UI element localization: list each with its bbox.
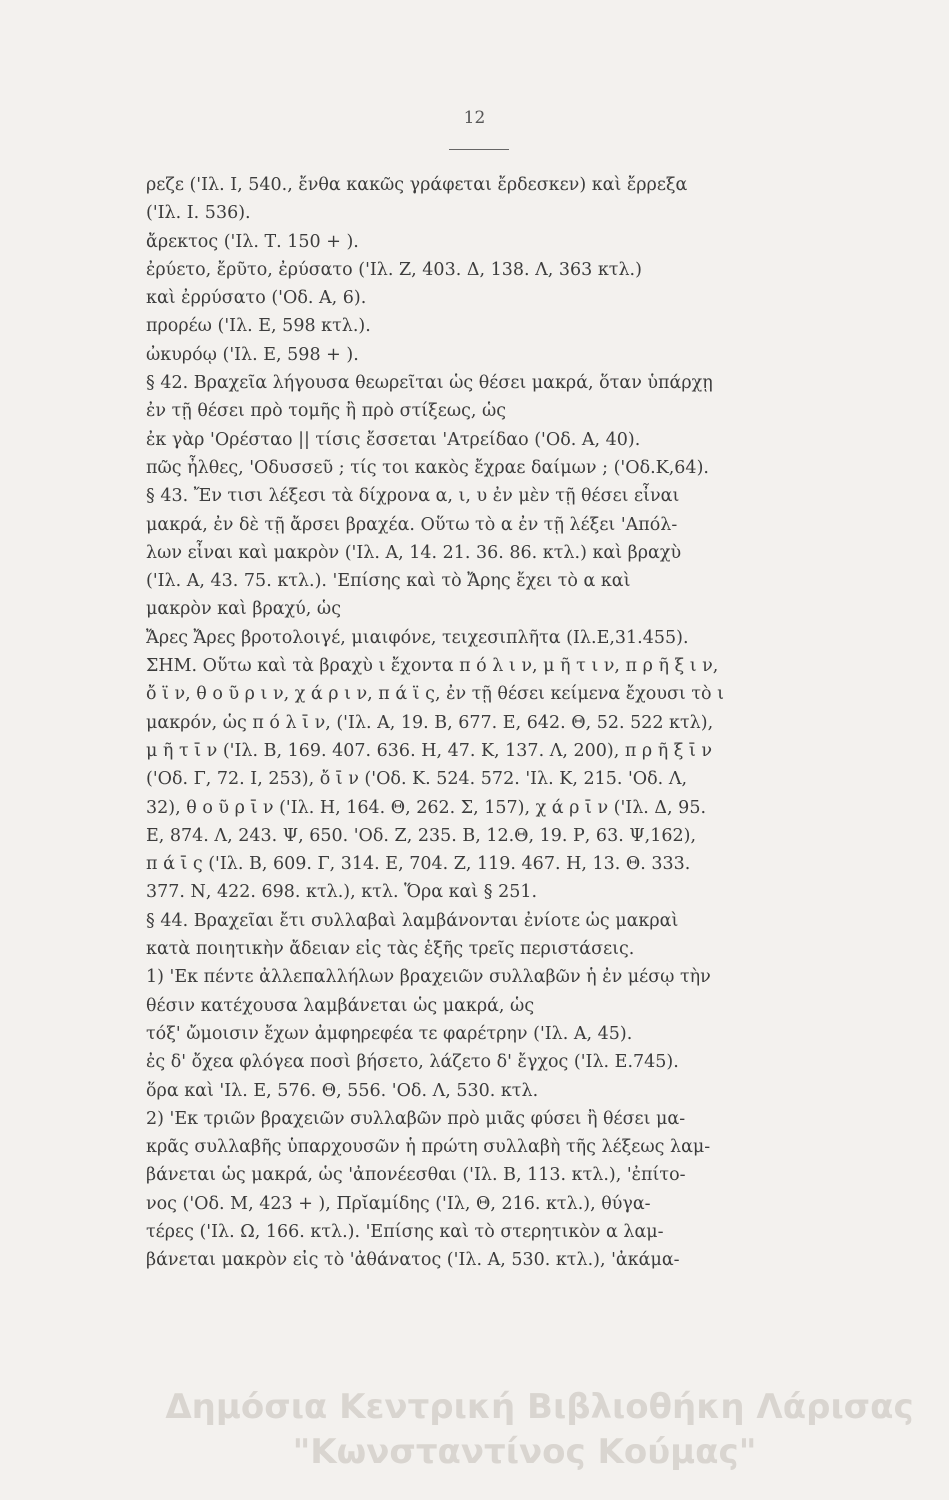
- library-watermark-line-2: "Κωνσταντίνος Κούμας": [292, 1432, 757, 1472]
- text-line: τόξ' ὤμοισιν ἔχων ἀμφηρεφέα τε φαρέτρην ('Ιλ. Α, 45).: [146, 1023, 633, 1044]
- text-line: προρέω ('Ιλ. Ε, 598 κτλ.).: [146, 316, 371, 337]
- text-line: ἄρεκτος ('Ιλ. Τ. 150 + ).: [146, 231, 359, 252]
- text-line: κρᾶς συλλαβῆς ὑπαρχουσῶν ἡ πρώτη συλλαβὴ τῆς λέξεως λαμ-: [146, 1137, 711, 1158]
- text-line: ΣΗΜ. Οὕτω καὶ τὰ βραχὺ ι ἔχοντα π ό λ ι ν, μ ῆ τ ι ν, π ρ ῆ ξ ι ν,: [146, 656, 719, 677]
- text-line: ὄ ϊ ν, θ ο ῦ ρ ι ν, χ ά ρ ι ν, π ά ϊ ς, ἐν τῇ θέσει κείμενα ἔχουσι τὸ ι: [146, 684, 724, 705]
- page-number: 12: [463, 108, 486, 128]
- text-line: μακρόν, ὡς π ό λ ῑ ν, ('Ιλ. Α, 19. Β, 677. Ε, 642. Θ, 52. 522 κτλ),: [146, 712, 714, 733]
- text-line: ἐν τῇ θέσει πρὸ τομῆς ἢ πρὸ στίξεως, ὡς: [146, 401, 507, 422]
- text-line: ('Ιλ. Α, 43. 75. κτλ.). 'Επίσης καὶ τὸ Ἄρης ἔχει τὸ α καὶ: [146, 571, 631, 592]
- text-line: ἐρύετο, ἔρῦτο, ἐρύσατο ('Ιλ. Ζ, 403. Δ, 138. Λ, 363 κτλ.): [146, 259, 642, 280]
- text-line: ('Οδ. Γ, 72. Ι, 253), ὄ ῑ ν ('Οδ. Κ. 524. 572. 'Ιλ. Κ, 215. 'Οδ. Λ,: [146, 769, 688, 790]
- text-line: νος ('Οδ. Μ, 423 + ), Πρῐαμίδης ('Ιλ, Θ, 216. κτλ.), θύγα-: [146, 1193, 651, 1214]
- text-line: τέρες ('Ιλ. Ω, 166. κτλ.). 'Επίσης καὶ τὸ στερητικὸν α λαμ-: [146, 1221, 664, 1242]
- body-text: [146, 171, 841, 1275]
- text-line: ρεζε ('Ιλ. Ι, 540., ἔνθα κακῶς γράφεται ἔρδεσκεν) καὶ ἔρρεξα: [146, 175, 688, 195]
- text-line: ἐς δ' ὄχεα φλόγεα ποσὶ βήσετο, λάζετο δ' ἔγχος ('Ιλ. Ε.745).: [146, 1052, 679, 1073]
- library-watermark-line-1: Δημόσια Κεντρική Βιβλιοθήκη Λάρισας: [165, 1387, 914, 1427]
- text-line: ('Ιλ. Ι. 536).: [146, 203, 251, 224]
- text-line: πῶς ἦλθες, 'Οδυσσεῦ ; τίς τοι κακὸς ἔχραε δαίμων ; ('Οδ.Κ,64).: [146, 457, 709, 478]
- text-line: Ἄρες Ἄρες βροτολοιγέ, μιαιφόνε, τειχεσιπλῆτα (Ιλ.Ε,31.455).: [146, 627, 689, 648]
- text-line: θέσιν κατέχουσα λαμβάνεται ὡς μακρά, ὡς: [146, 995, 535, 1016]
- text-line: βάνεται ὡς μακρά, ὡς 'ἀπονέεσθαι ('Ιλ. Β, 113. κτλ.), 'ἐπίτο-: [146, 1165, 686, 1186]
- text-line: ἐκ γὰρ 'Ορέσταο || τίσις ἔσσεται 'Ατρείδαο ('Οδ. Α, 40).: [146, 429, 641, 450]
- text-line: 32), θ ο ῦ ρ ῑ ν ('Ιλ. Η, 164. Θ, 262. Σ, 157), χ ά ρ ῑ ν ('Ιλ. Δ, 95.: [146, 797, 707, 818]
- text-line: 2) 'Εκ τριῶν βραχειῶν συλλαβῶν πρὸ μιᾶς φύσει ἢ θέσει μα-: [146, 1108, 686, 1129]
- text-line: § 42. Βραχεῖα λήγουσα θεωρεῖται ὡς θέσει μακρά, ὅταν ὑπάρχῃ: [146, 373, 713, 394]
- text-line: βάνεται μακρὸν εἰς τὸ 'ἀθάνατος ('Ιλ. Α, 530. κτλ.), 'ἀκάμα-: [146, 1250, 680, 1271]
- text-line: 1) 'Εκ πέντε ἀλλεπαλλήλων βραχειῶν συλλαβῶν ἡ ἐν μέσῳ τὴν: [146, 967, 711, 988]
- text-line: λων εἶναι καὶ μακρὸν ('Ιλ. Α, 14. 21. 36. 86. κτλ.) καὶ βραχὺ: [146, 542, 682, 563]
- text-line: κατὰ ποιητικὴν ἄδειαν εἰς τὰς ἑξῆς τρεῖς περιστάσεις.: [146, 939, 635, 960]
- text-line: 377. Ν, 422. 698. κτλ.), κτλ. Ὅρα καὶ § 251.: [146, 882, 538, 903]
- text-line: ὠκυρόῳ ('Ιλ. Ε, 598 + ).: [146, 344, 359, 365]
- text-line: § 43. Ἔν τισι λέξεσι τὰ δίχρονα α, ι, υ ἐν μὲν τῇ θέσει εἶναι: [146, 486, 680, 507]
- text-line: μακρὸν καὶ βραχύ, ὡς: [146, 599, 341, 620]
- text-line: Ε, 874. Λ, 243. Ψ, 650. 'Οδ. Ζ, 235. Β, 12.Θ, 19. Ρ, 63. Ψ,162),: [146, 825, 697, 846]
- text-line: π ά ῑ ς ('Ιλ. Β, 609. Γ, 314. Ε, 704. Ζ, 119. 467. Η, 13. Θ. 333.: [146, 854, 691, 875]
- text-line: ὅρα καὶ 'Ιλ. Ε, 576. Θ, 556. 'Οδ. Λ, 530. κτλ.: [146, 1080, 539, 1101]
- text-line: § 44. Βραχεῖαι ἔτι συλλαβαὶ λαμβάνονται ἐνίοτε ὡς μακραὶ: [146, 910, 679, 931]
- header-rule: [449, 149, 509, 150]
- text-line: καὶ ἐρρύσατο ('Οδ. Α, 6).: [146, 288, 367, 309]
- text-line: μ ῆ τ ῑ ν ('Ιλ. Β, 169. 407. 636. Η, 47. Κ, 137. Λ, 200), π ρ ῆ ξ ῑ ν: [146, 740, 713, 761]
- text-line: μακρά, ἐν δὲ τῇ ἄρσει βραχέα. Οὕτω τὸ α ἐν τῇ λέξει 'Απόλ-: [146, 514, 678, 535]
